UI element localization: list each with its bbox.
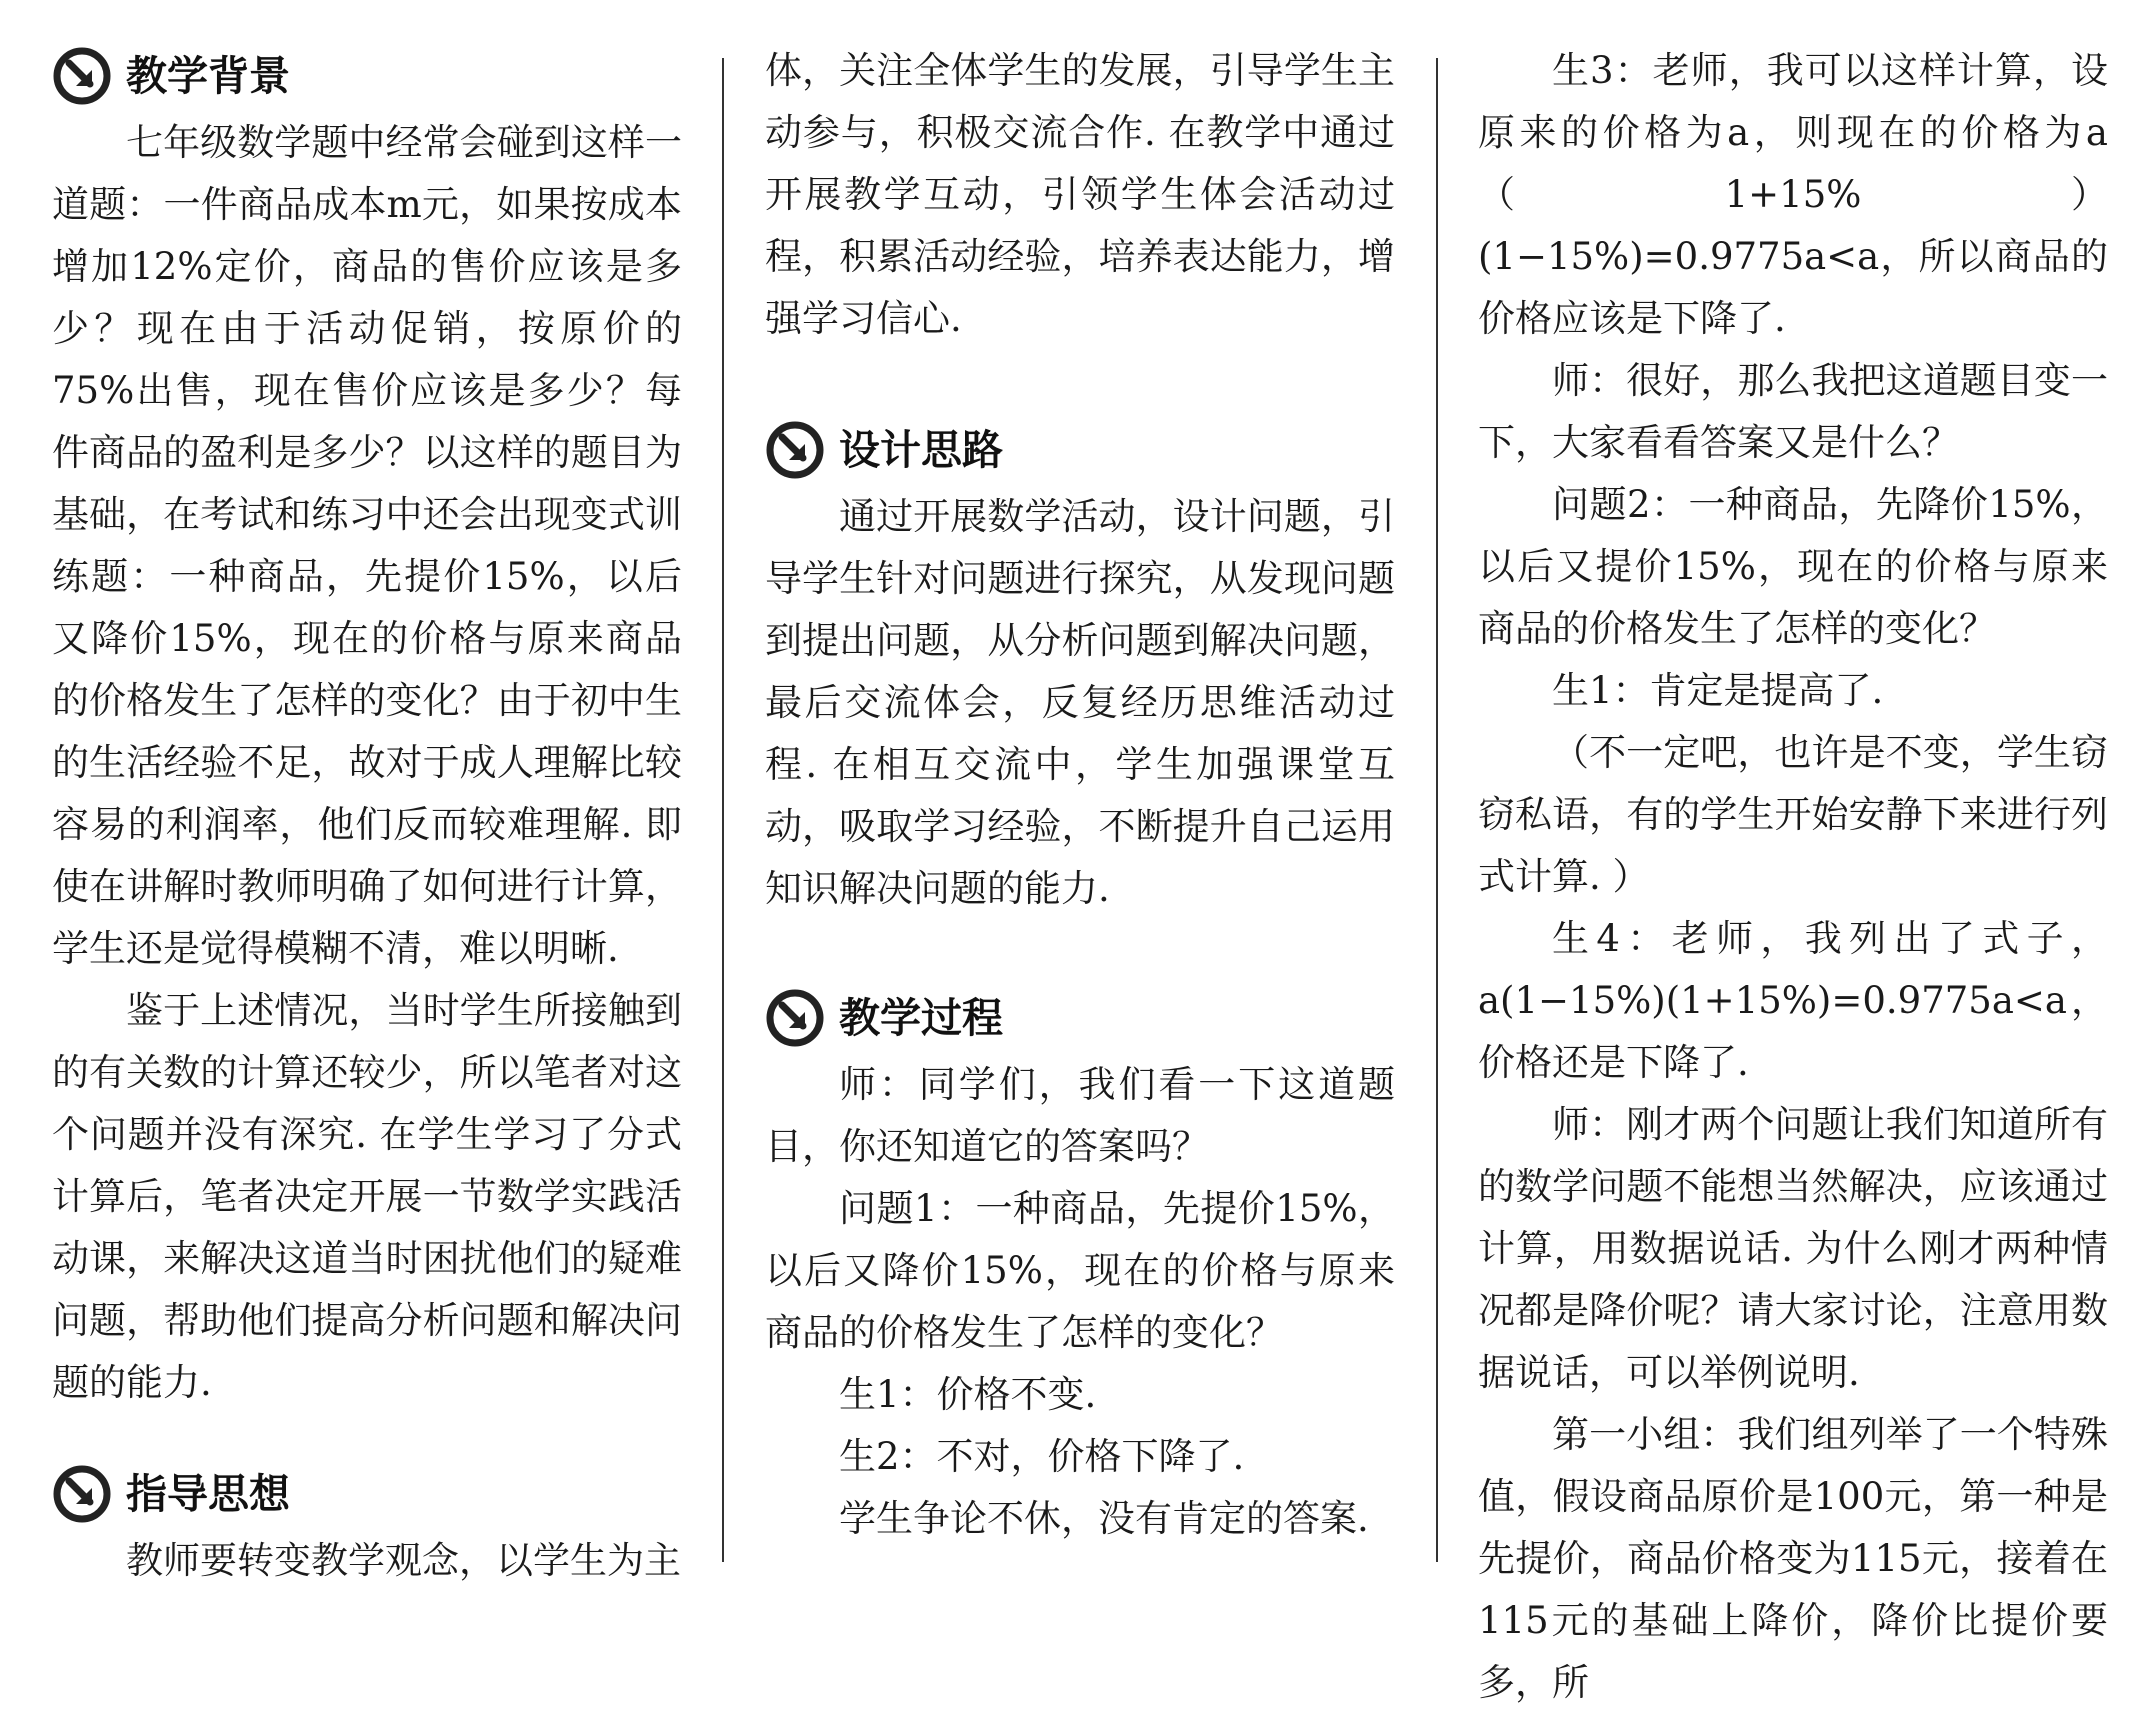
paragraph: 学生争论不休，没有肯定的答案. [839,1497,1369,1540]
section-title: 指导思想 [126,1470,290,1518]
paragraph: 鉴于上述情况，当时学生所接触到的有关数的计算还较少，所以笔者对这个问题并没有深究. 在学生学习了分式计算后，笔者决定开展一节数学实践活动课，来解决这道当时困扰他们的疑难问题，帮助他们提高分析问题和解决问题的能力. [52,989,682,1404]
paragraph: 教师要转变教学观念，以学生为主 [126,1539,681,1582]
paragraph: 问题1：一种商品，先提价15%，以后又降价15%，现在的价格与原来商品的价格发生了怎样的变化？ [765,1187,1395,1354]
paragraph: 第一小组：我们组列举了一个特殊值，假设商品原价是100元，第一种是先提价，商品价格变为115元，接着在115元的基础上降价，降价比提价要多，所 [1478,1413,2108,1704]
paragraph: （不一定吧，也许是不变，学生窃窃私语，有的学生开始安静下来进行列式计算. ） [1478,731,2108,898]
column-3 [1478,40,2108,1714]
paragraph: 师：同学们，我们看一下这道题目，你还知道它的答案吗？ [765,1063,1395,1168]
paragraph: 生3：老师，我可以这样计算，设原来的价格为a，则现在的价格为a（1+15%）(1−15%)=0.9775a<a，所以商品的价格应该是下降了. [1478,49,2108,340]
paragraph: 生2：不对，价格下降了. [839,1435,1245,1478]
paragraph: 通过开展数学活动，设计问题，引导学生针对问题进行探究，从发现问题到提出问题，从分析问题到解决问题，最后交流体会，反复经历思维活动过程. 在相互交流中，学生加强课堂互动，吸取学习经验，不断提升自己运用知识解决问题的能力. [765,495,1395,910]
section-heading-guiding-idea [52,1458,682,1530]
section-title: 教学背景 [126,52,290,100]
column-2 [765,40,1395,1550]
section-heading-process [765,982,1395,1054]
arrow-circle-icon [52,1464,112,1524]
paragraph: 七年级数学题中经常会碰到这样一道题：一件商品成本m元，如果按成本增加12%定价，商品的售价应该是多少？现在由于活动促销，按原价的75%出售，现在售价应该是多少？每件商品的盈利是多少？以这样的题目为基础，在考试和练习中还会出现变式训练题：一种商品，先提价15%，以后又降价15%，现在的价格与原来商品的价格发生了怎样的变化？由于初中生的生活经验不足，故对于成人理解比较容易的利润率，他们反而较难理解. 即使在讲解时教师明确了如何进行计算，学生还是觉得模糊不清，难以明晰. [52,121,682,970]
column-1 [52,40,682,1592]
paragraph: 师：刚才两个问题让我们知道所有的数学问题不能想当然解决，应该通过计算，用数据说话. 为什么刚才两种情况都是降价呢？请大家讨论，注意用数据说话，可以举例说明. [1478,1103,2108,1394]
paragraph: 师：很好，那么我把这道题目变一下，大家看看答案又是什么？ [1478,359,2108,464]
arrow-circle-icon [52,46,112,106]
paragraph: 体，关注全体学生的发展，引导学生主动参与，积极交流合作. 在教学中通过开展教学互动，引领学生体会活动过程，积累活动经验，培养表达能力，增强学习信心. [765,49,1395,340]
paragraph: 生4：老师，我列出了式子，a(1−15%)(1+15%)=0.9775a<a，价格还是下降了. [1478,917,2108,1084]
column-divider [1436,58,1438,1562]
section-title: 教学过程 [839,994,1003,1042]
paragraph: 问题2：一种商品，先降价15%，以后又提价15%，现在的价格与原来商品的价格发生了怎样的变化？ [1478,483,2108,650]
arrow-circle-icon [765,420,825,480]
section-title: 设计思路 [839,426,1003,474]
section-heading-design [765,414,1395,486]
paragraph: 生1：价格不变. [839,1373,1097,1416]
column-divider [722,58,724,1562]
arrow-circle-icon [765,988,825,1048]
section-heading-background [52,40,682,112]
paragraph: 生1：肯定是提高了. [1552,669,1884,712]
